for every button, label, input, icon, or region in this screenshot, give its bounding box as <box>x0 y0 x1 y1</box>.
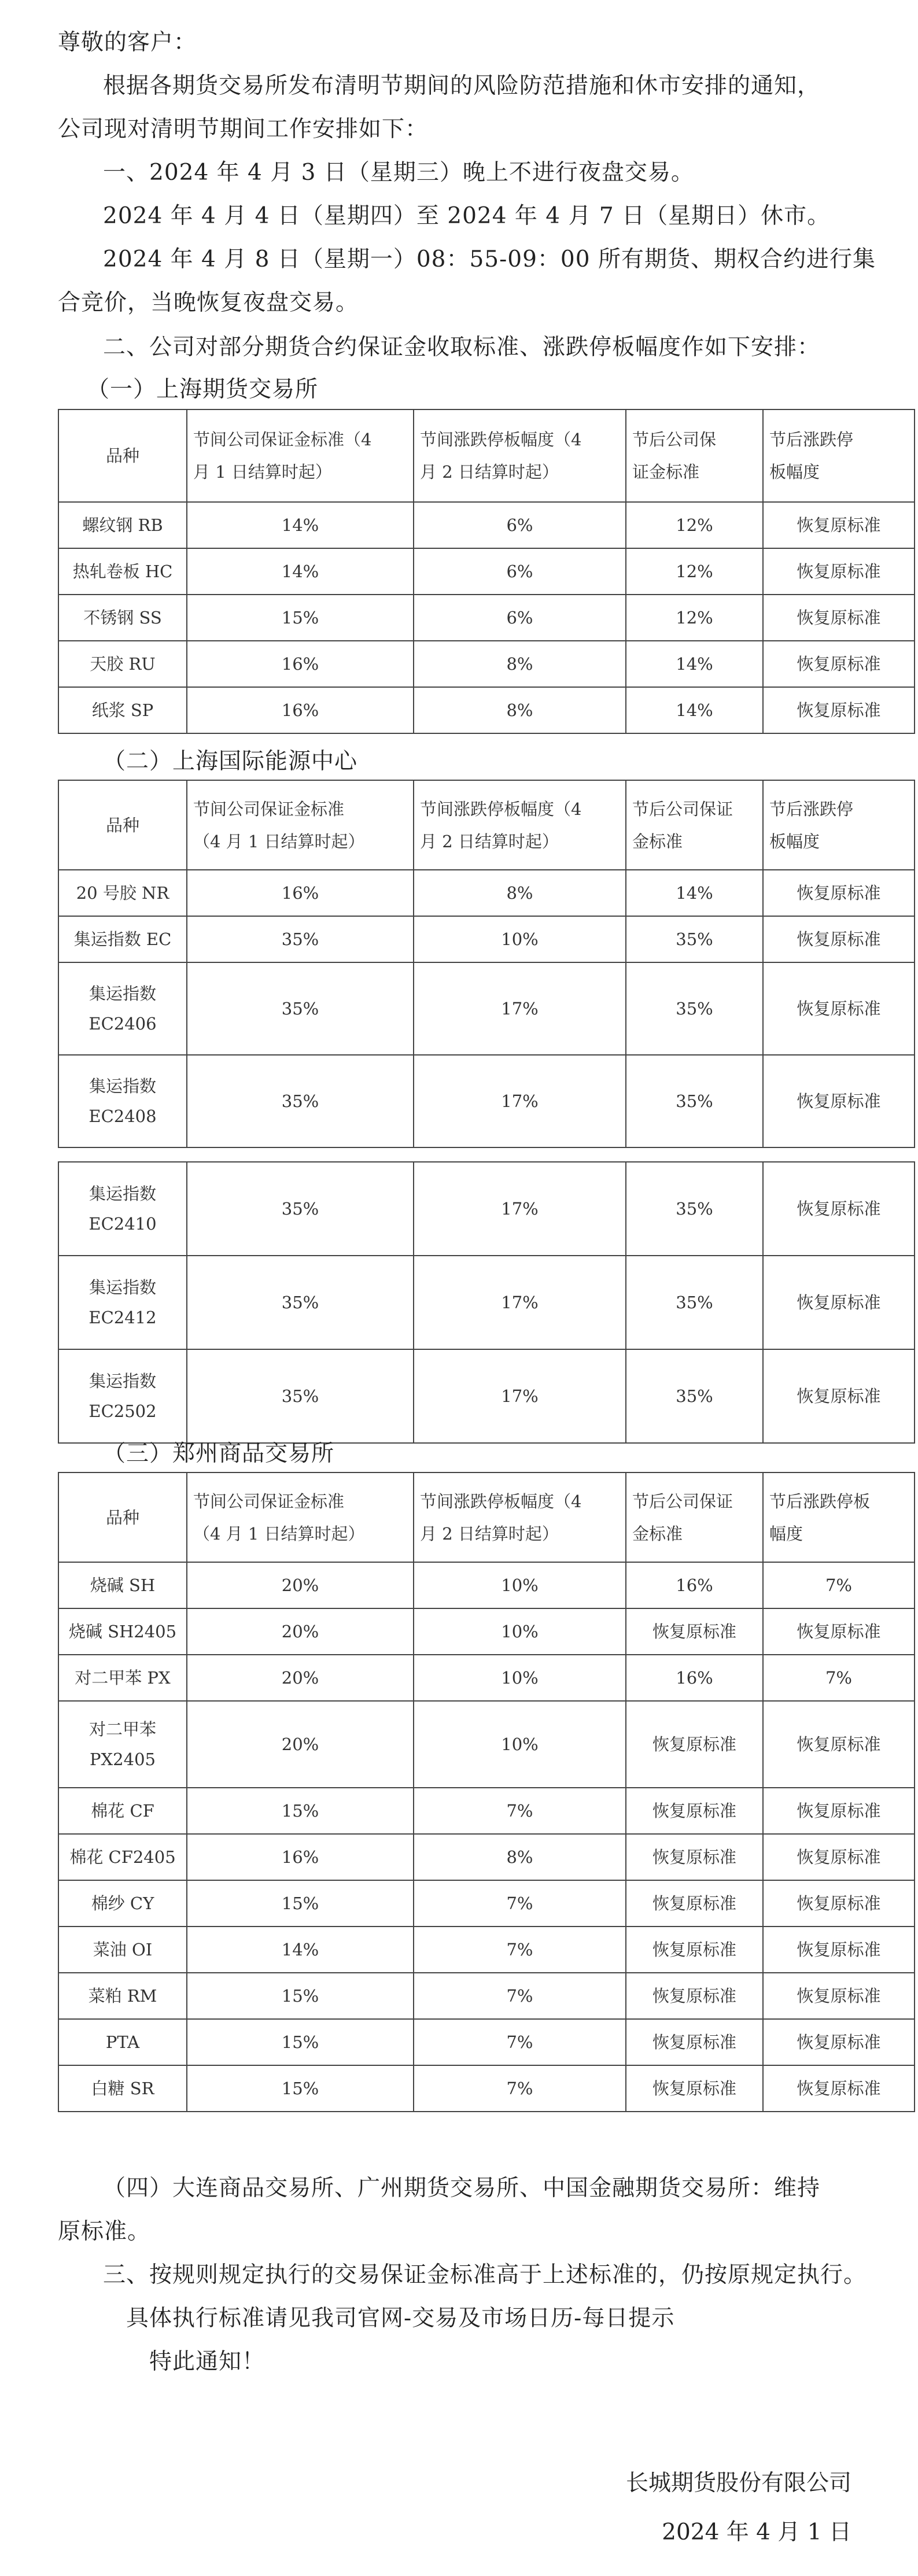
after-limit-cell: 恢复原标准 <box>763 687 915 733</box>
margin-cell: 16% <box>187 1834 414 1880</box>
closing-text: 特此通知！ <box>149 2349 266 2375</box>
limit-cell: 6% <box>414 595 626 641</box>
variety-cell: 集运指数 EC2410 <box>58 1162 187 1256</box>
czce-header-after-limit: 节后涨跌停板 幅度 <box>763 1472 915 1562</box>
ine-header-variety: 品种 <box>58 780 187 870</box>
after-margin-cell: 恢复原标准 <box>626 1608 763 1655</box>
section-4-line-2: 原标准。 <box>58 2219 151 2245</box>
shfe-header-variety: 品种 <box>58 409 187 502</box>
variety-cell: 烧碱 SH <box>58 1562 187 1608</box>
greeting: 尊敬的客户： <box>58 29 197 56</box>
limit-cell: 8% <box>414 870 626 916</box>
ine-header-holiday-margin: 节间公司保证金标准 （4 月 1 日结算时起） <box>187 780 414 870</box>
limit-cell: 7% <box>414 2065 626 2112</box>
variety-cell: 集运指数 EC2502 <box>58 1349 187 1443</box>
after-limit-cell: 恢复原标准 <box>763 1973 915 2019</box>
table-row <box>58 916 915 962</box>
after-margin-cell: 恢复原标准 <box>626 2019 763 2065</box>
shfe-title: （一）上海期货交易所 <box>87 377 319 403</box>
czce-header-row <box>58 1472 915 1562</box>
table-row <box>58 962 915 1055</box>
schedule-item-2: 2024 年 4 月 4 日（星期四）至 2024 年 4 月 7 日（星期日）休市。 <box>103 203 831 229</box>
variety-cell: 白糖 SR <box>58 2065 187 2112</box>
limit-cell: 10% <box>414 1562 626 1608</box>
margin-cell: 16% <box>187 870 414 916</box>
table-row <box>58 1701 915 1788</box>
after-margin-cell: 恢复原标准 <box>626 1973 763 2019</box>
signature-date: 2024 年 4 月 1 日 <box>662 2519 851 2545</box>
ine-table <box>58 780 915 1148</box>
margin-cell: 20% <box>187 1701 414 1788</box>
czce-title: （三）郑州商品交易所 <box>103 1441 335 1467</box>
after-limit-cell: 恢复原标准 <box>763 916 915 962</box>
signature-company: 长城期货股份有限公司 <box>625 2470 851 2496</box>
after-limit-cell: 恢复原标准 <box>763 595 915 641</box>
shfe-table <box>58 409 915 734</box>
table-row <box>58 2019 915 2065</box>
after-margin-cell: 恢复原标准 <box>626 1788 763 1834</box>
limit-cell: 17% <box>414 1256 626 1349</box>
margin-cell: 35% <box>187 1162 414 1256</box>
after-margin-cell: 35% <box>626 1349 763 1443</box>
table-row <box>58 2065 915 2112</box>
limit-cell: 7% <box>414 1973 626 2019</box>
margin-cell: 16% <box>187 687 414 733</box>
limit-cell: 8% <box>414 641 626 687</box>
limit-cell: 17% <box>414 1162 626 1256</box>
variety-cell: 螺纹钢 RB <box>58 502 187 548</box>
variety-cell: 菜粕 RM <box>58 1973 187 2019</box>
margin-cell: 14% <box>187 502 414 548</box>
variety-cell: 对二甲苯 PX <box>58 1655 187 1701</box>
schedule-item-1: 一、2024 年 4 月 3 日（星期三）晚上不进行夜盘交易。 <box>103 160 694 186</box>
limit-cell: 17% <box>414 1055 626 1147</box>
table-row <box>58 1162 915 1256</box>
after-margin-cell: 14% <box>626 870 763 916</box>
ine-header-row <box>58 780 915 870</box>
after-limit-cell: 恢复原标准 <box>763 1349 915 1443</box>
limit-cell: 10% <box>414 1655 626 1701</box>
table-row <box>58 1927 915 1973</box>
variety-cell: 棉花 CF2405 <box>58 1834 187 1880</box>
shfe-header-holiday-margin: 节间公司保证金标准（4 月 1 日结算时起） <box>187 409 414 502</box>
after-limit-cell: 恢复原标准 <box>763 962 915 1055</box>
limit-cell: 10% <box>414 1608 626 1655</box>
shfe-header-row <box>58 409 915 502</box>
table-row <box>58 1256 915 1349</box>
variety-cell: 对二甲苯 PX2405 <box>58 1701 187 1788</box>
margin-cell: 20% <box>187 1562 414 1608</box>
table-row <box>58 1562 915 1608</box>
after-limit-cell: 恢复原标准 <box>763 1927 915 1973</box>
ine-header-holiday-limit: 节间涨跌停板幅度（4 月 2 日结算时起） <box>414 780 626 870</box>
limit-cell: 8% <box>414 1834 626 1880</box>
limit-cell: 17% <box>414 1349 626 1443</box>
limit-cell: 6% <box>414 502 626 548</box>
after-limit-cell: 恢复原标准 <box>763 1834 915 1880</box>
table-row <box>58 502 915 548</box>
variety-cell: 棉纱 CY <box>58 1880 187 1927</box>
after-margin-cell: 35% <box>626 1162 763 1256</box>
after-margin-cell: 35% <box>626 1256 763 1349</box>
limit-cell: 7% <box>414 2019 626 2065</box>
limit-cell: 7% <box>414 1788 626 1834</box>
czce-header-variety: 品种 <box>58 1472 187 1562</box>
after-limit-cell: 恢复原标准 <box>763 1608 915 1655</box>
limit-cell: 7% <box>414 1880 626 1927</box>
after-margin-cell: 35% <box>626 962 763 1055</box>
table-row <box>58 641 915 687</box>
limit-cell: 17% <box>414 962 626 1055</box>
margin-cell: 16% <box>187 641 414 687</box>
variety-cell: 菜油 OI <box>58 1927 187 1973</box>
after-margin-cell: 12% <box>626 548 763 595</box>
variety-cell: 热轧卷板 HC <box>58 548 187 595</box>
schedule-item-3-line-2: 合竞价，当晚恢复夜盘交易。 <box>58 290 359 316</box>
table-row <box>58 1973 915 2019</box>
section-2-title: 二、公司对部分期货合约保证金收取标准、涨跌停板幅度作如下安排： <box>103 334 821 360</box>
margin-cell: 35% <box>187 962 414 1055</box>
ine-title: （二）上海国际能源中心 <box>103 748 358 774</box>
after-limit-cell: 恢复原标准 <box>763 641 915 687</box>
shfe-header-after-limit: 节后涨跌停 板幅度 <box>763 409 915 502</box>
shfe-header-holiday-limit: 节间涨跌停板幅度（4 月 2 日结算时起） <box>414 409 626 502</box>
limit-cell: 10% <box>414 1701 626 1788</box>
variety-cell: 20 号胶 NR <box>58 870 187 916</box>
after-margin-cell: 恢复原标准 <box>626 1927 763 1973</box>
ine-header-after-limit: 节后涨跌停 板幅度 <box>763 780 915 870</box>
margin-cell: 15% <box>187 1788 414 1834</box>
after-margin-cell: 14% <box>626 687 763 733</box>
table-row <box>58 595 915 641</box>
table-row <box>58 870 915 916</box>
margin-cell: 15% <box>187 595 414 641</box>
after-limit-cell: 恢复原标准 <box>763 1701 915 1788</box>
variety-cell: 纸浆 SP <box>58 687 187 733</box>
margin-cell: 15% <box>187 2019 414 2065</box>
variety-cell: 棉花 CF <box>58 1788 187 1834</box>
after-limit-cell: 7% <box>763 1655 915 1701</box>
table-row <box>58 1055 915 1147</box>
after-limit-cell: 恢复原标准 <box>763 502 915 548</box>
after-limit-cell: 恢复原标准 <box>763 1880 915 1927</box>
table-row <box>58 548 915 595</box>
table-row <box>58 687 915 733</box>
table-row <box>58 1880 915 1927</box>
after-margin-cell: 12% <box>626 595 763 641</box>
variety-cell: 集运指数 EC2408 <box>58 1055 187 1147</box>
after-margin-cell: 12% <box>626 502 763 548</box>
czce-header-holiday-margin: 节间公司保证金标准 （4 月 1 日结算时起） <box>187 1472 414 1562</box>
variety-cell: PTA <box>58 2019 187 2065</box>
reference-text: 具体执行标准请见我司官网-交易及市场日历-每日提示 <box>126 2305 675 2331</box>
margin-cell: 14% <box>187 548 414 595</box>
czce-table <box>58 1472 915 2112</box>
limit-cell: 7% <box>414 1927 626 1973</box>
after-margin-cell: 16% <box>626 1655 763 1701</box>
after-limit-cell: 7% <box>763 1562 915 1608</box>
margin-cell: 20% <box>187 1655 414 1701</box>
after-margin-cell: 35% <box>626 916 763 962</box>
section-3-text: 三、按规则规定执行的交易保证金标准高于上述标准的，仍按原规定执行。 <box>103 2262 867 2288</box>
table-row <box>58 1788 915 1834</box>
section-4-line-1: （四）大连商品交易所、广州期货交易所、中国金融期货交易所：维持 <box>103 2175 821 2201</box>
ine-header-after-margin: 节后公司保证 金标准 <box>626 780 763 870</box>
after-limit-cell: 恢复原标准 <box>763 870 915 916</box>
intro-line-2: 公司现对清明节期间工作安排如下： <box>58 116 429 142</box>
after-margin-cell: 16% <box>626 1562 763 1608</box>
variety-cell: 集运指数 EC2412 <box>58 1256 187 1349</box>
after-limit-cell: 恢复原标准 <box>763 2019 915 2065</box>
ine-table-continued <box>58 1161 915 1444</box>
after-margin-cell: 14% <box>626 641 763 687</box>
after-margin-cell: 恢复原标准 <box>626 1880 763 1927</box>
table-row <box>58 1349 915 1443</box>
after-margin-cell: 恢复原标准 <box>626 1701 763 1788</box>
after-limit-cell: 恢复原标准 <box>763 1256 915 1349</box>
after-limit-cell: 恢复原标准 <box>763 1788 915 1834</box>
margin-cell: 35% <box>187 916 414 962</box>
margin-cell: 14% <box>187 1927 414 1973</box>
intro-line-1: 根据各期货交易所发布清明节期间的风险防范措施和休市安排的通知， <box>103 73 821 99</box>
margin-cell: 35% <box>187 1256 414 1349</box>
margin-cell: 15% <box>187 2065 414 2112</box>
variety-cell: 集运指数 EC2406 <box>58 962 187 1055</box>
limit-cell: 6% <box>414 548 626 595</box>
variety-cell: 不锈钢 SS <box>58 595 187 641</box>
limit-cell: 8% <box>414 687 626 733</box>
table-row <box>58 1655 915 1701</box>
variety-cell: 烧碱 SH2405 <box>58 1608 187 1655</box>
czce-header-holiday-limit: 节间涨跌停板幅度（4 月 2 日结算时起） <box>414 1472 626 1562</box>
margin-cell: 20% <box>187 1608 414 1655</box>
after-limit-cell: 恢复原标准 <box>763 1055 915 1147</box>
shfe-header-after-margin: 节后公司保 证金标准 <box>626 409 763 502</box>
schedule-item-3-line-1: 2024 年 4 月 8 日（星期一）08：55-09：00 所有期货、期权合约进行集 <box>103 246 876 272</box>
after-limit-cell: 恢复原标准 <box>763 548 915 595</box>
variety-cell: 集运指数 EC <box>58 916 187 962</box>
margin-cell: 35% <box>187 1055 414 1147</box>
after-margin-cell: 恢复原标准 <box>626 2065 763 2112</box>
after-limit-cell: 恢复原标准 <box>763 1162 915 1256</box>
table-row <box>58 1608 915 1655</box>
table-row <box>58 1834 915 1880</box>
variety-cell: 天胶 RU <box>58 641 187 687</box>
after-margin-cell: 恢复原标准 <box>626 1834 763 1880</box>
limit-cell: 10% <box>414 916 626 962</box>
margin-cell: 35% <box>187 1349 414 1443</box>
after-margin-cell: 35% <box>626 1055 763 1147</box>
margin-cell: 15% <box>187 1973 414 2019</box>
after-limit-cell: 恢复原标准 <box>763 2065 915 2112</box>
czce-header-after-margin: 节后公司保证 金标准 <box>626 1472 763 1562</box>
margin-cell: 15% <box>187 1880 414 1927</box>
